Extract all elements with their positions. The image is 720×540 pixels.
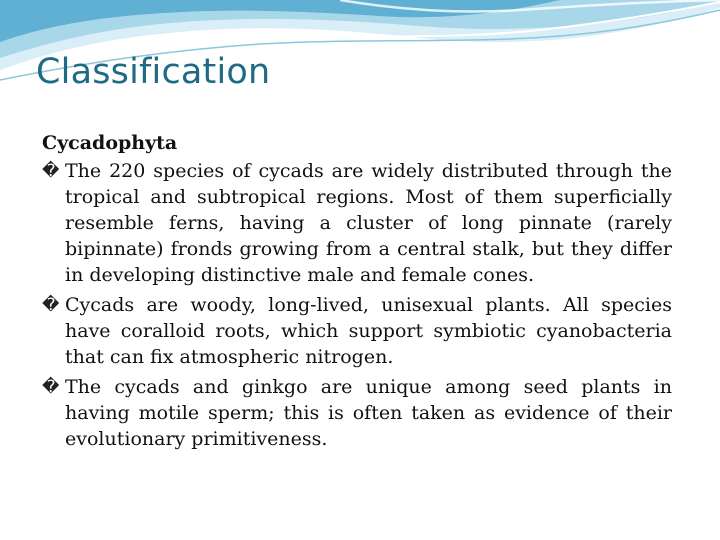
bullet-text: The 220 species of cycads are widely distributed through the tropical and subtropical regions. Most of them superficially resemble ferns, having a cluster of long pinnate (rarely bipinnate) fronds growing from a central stalk, but they differ in developing distinctive male and female cones.: [65, 160, 672, 286]
bullet-item: [42, 158, 672, 288]
slide-title: Classification: [36, 52, 271, 92]
bullet-text: Cycads are woody, long-lived, unisexual plants. All species have coralloid roots, which support symbiotic cyanobacteria that can fix atmospheric nitrogen.: [65, 294, 672, 368]
bullet-item: [42, 292, 672, 370]
bullet-text: The cycads and ginkgo are unique among seed plants in having motile sperm; this is often taken as evidence of their evolutionary primitiveness.: [65, 376, 672, 450]
bullet-glyph-icon: �: [42, 377, 60, 397]
bullet-glyph-icon: �: [42, 161, 60, 181]
bullet-glyph-icon: �: [42, 295, 60, 315]
section-heading: Cycadophyta: [42, 132, 178, 154]
slide-body: [42, 130, 672, 456]
bullet-item: [42, 374, 672, 452]
